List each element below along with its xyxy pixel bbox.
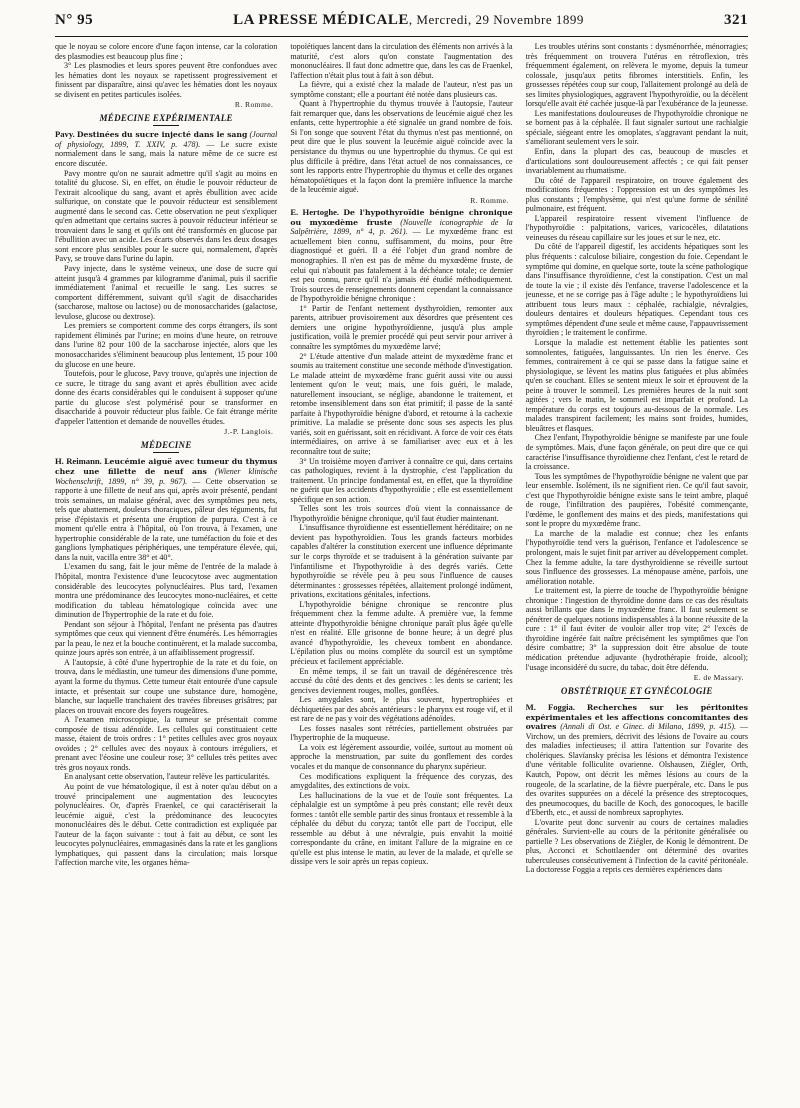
article-title: Recherches sur les péritonites expérimentales et les affections concomitantes des ovaires — [525, 703, 748, 732]
author-signature: R. Romme. — [234, 100, 274, 110]
article-lead — [526, 703, 748, 818]
columns — [55, 42, 748, 1097]
article-body-start: — Le myxœdème franc est actuellement bien connu, suffisamment, du moins, pour être diagnostiqué et guéri. Il a été l'objet d'un grand nombre de monographies. Il n'en est pas de même du myxœdème fruste, de celui qui n'aboutit pas fatalement à la déchéance totale; ce dernier est peu connu, parce qu'il n'a jamais été étudié méthodiquement. Trois sources de renseignements donnent cependant la connaissance de l'hypothyroïdie bénigne chronique : — [290, 227, 513, 304]
paragraph: Pendant son séjour à l'hôpital, l'enfant ne présenta pas d'autres symptômes que ceux qui viennent d'être énumérés. Les hémorragies par la peau, le nez et la bouche continuèrent, et la malade succomba, quinze jours après son entrée, à un affaiblissement progressif. — [55, 619, 278, 658]
paragraph: Les hallucinations de la vue et de l'ouïe sont fréquentes. La céphalalgie est un symptôme à peu près constant; elle revêt deux formes : tantôt elle semble partir des sinus frontaux et ressemble à la céphalée du début du coryza; tantôt elle part de l'occiput, elle ressemble au début à une névralgie, puis envahit la moitié correspondante du crâne, en imitant l'allure de la migraine en ce qu'elle est plus intense le matin, au lever de la malade, et qu'elle se dissipe vers le soir après un repas copieux. — [290, 790, 513, 867]
paragraph: Pavy injecte, dans le système veineux, une dose de sucre qui atteint jusqu'à 4 grammes par kilogramme d'animal, puis il sacrifie immédiatement l'animal et recueille le sang. Les sucres se comportent différemment, suivant qu'il s'agit de disaccharides (saccharose, maltose ou lactose) ou de monosaccharides (galactose, levulose, glucose ou dextrose). — [55, 264, 278, 321]
section-heading: MÉDECINE — [55, 441, 277, 454]
paragraph: Pavy montre qu'on ne saurait admettre qu'il s'agit au moins en totalité du glucose. Si, en effet, on étudie le pouvoir réducteur de l'extrait alcoolique du sang, avant et après ébullition avec acide sulfurique, on constate que le pouvoir réducteur est sensiblement augmenté dans le second cas. Cette observation ne peut s'expliquer qu'en admettant que certains sucres à pouvoir réducteur inférieur se trouvaient dans le sang et qu'ils ont été transformés en glucose par l'ébullition avec un acide. Les écarts observés dans les deux dosages sont encore plus sensibles pour le sucre qui, normalement, d'après Pavy, se trouve dans l'urine du lapin. — [55, 168, 278, 264]
masthead — [55, 12, 748, 29]
paragraph: La fièvre, qui a existé chez la malade de l'auteur, n'est pas un symptôme constant; elle a pourtant été notée dans plusieurs cas. — [290, 80, 513, 99]
paragraph: L'hypothyroïdie bénigne chronique se rencontre plus fréquemment chez la femme adulte. A première vue, la femme atteinte d'hypothyroïdie bénigne chronique paraît plus âgée qu'elle n'est en réalité. Elle grisonne de bonne heure; à un degré plus avancé d'hypothyroïdie, les cheveux tombent en abondance. L'épilation plus ou moins complète du sourcil est un symptôme précieux et facilement appréciable. — [290, 599, 513, 666]
paragraph: Ces modifications expliquent la fréquence des coryzas, des amygdalites, des extinctions de voix. — [290, 771, 513, 791]
journal-title: LA PRESSE MÉDICALE — [233, 12, 409, 28]
paragraph: Quant à l'hypertrophie du thymus trouvée à l'autopsie, l'auteur fait remarquer que, dans les observations de leucémie aiguë chez les enfants, cette hypertrophie a été signalée un grand nombre de fois. Si l'on songe que souvent l'état du thymus n'est pas mentionné, on peut dire que le plus souvent la leucémie aiguë coïncide avec la persistance du thymus ou une hypertrophie du thymus. Ce qui est plus difficile à prédire, dans l'état actuel de nos connaissances, ce sont les rapports entre l'hypertrophie du thymus et celle des organes hématopoïétiques et la façon dont la première influence la marche de la leucémie aiguë. — [290, 99, 513, 195]
paragraph: L'ovarite peut donc survenir au cours de certaines maladies générales. Survient-elle au cours de la péritonite généralisée ou partielle ? Les observations de Ziégler, de Konig le démontrent. De plus, Acconci et Schottlaender ont déterminé des ovarites tuberculeuses consécutivement à l'infection de la cavité péritonéale. La doctoresse Foggia a repris ces dernières expériences dans — [525, 817, 748, 875]
article-reference: (Annali di Ost. e Ginec. di Milano, 1899, p. 415). — [560, 722, 737, 732]
issue-date: , Mercredi, 29 Novembre 1899 — [408, 12, 584, 27]
article-author: H. Reimann. — [55, 456, 102, 467]
header-rule — [55, 36, 748, 37]
paragraph: Toutefois, pour le glucose, Pavy trouve, qu'après une injection de ce sucre, le titrage du sang avant et après ébullition avec acide donne des écarts considérables qui le conduisent à supposer qu'une partie du glucose s'est polymérisé pour se transformer en disaccharide à pouvoir réducteur plus faible. Ce fait étrange mérite d'appeler l'attention et demande de nouvelles études. — [55, 369, 278, 426]
paragraph: Lorsque la maladie est nettement établie les patientes sont somnolentes, fatiguées, languissantes. Un rien les énerve. Ces femmes, contrairement à ce qui se passe dans la fatigue saine et physiologique, se lèvent les matins plus fatiguées et plus abîmées qu'en se couchant. Elles se sentent mieux le soir et éprouvent de la peine à trouver le sommeil. Les premières heures de la nuit sont agitées ; vers le matin, le sommeil est imparfait et profond. La température du corps est toujours au-dessous de la normale. Les malades transpirent facilement; les mains sont froides, humides, bleuâtres et flasques. — [525, 337, 748, 433]
author-signature: J.-P. Langlois. — [224, 427, 274, 437]
paragraph: Les premiers se comportent comme des corps étrangers, ils sont rapidement éliminés par l'urine; en moins d'une heure, on retrouve dans l'urine 82 pour 100 de la saccharose injectée, alors que les monosaccharides s'éliminent beaucoup plus lentement, 15 pour 100 du glucose en une heure. — [55, 321, 278, 369]
article-title: Destinées du sucre injecté dans le sang — [76, 130, 248, 140]
paragraph: En même temps, il se fait un travail de dégénérescence très accusé du côté des dents et des gencives : les dents se carient; les gencives deviennent rouges, molles, gonflées. — [290, 666, 513, 695]
paragraph: L'examen du sang, fait le jour même de l'entrée de la malade à l'hôpital, montra l'existence d'une leucocytose avec augmentation considérable des leucocytes polynucléaires. Plus tard, l'examen montra une prédominance des leucocytes mono-nucléaires, et cette modification du tableau hématologique coïncida avec une diminution de l'hypertrophie de la rate et du foie. — [55, 562, 278, 620]
paragraph: topoïétiques lancent dans la circulation des éléments non arrivés à la maturité, c'est alors qu'on constate l'augmentation des mononucléaires. Il faut donc admettre que, dans les cas de Fraenkel, l'affection n'était plus tout à fait à son début. — [290, 42, 513, 80]
journal-title-line — [233, 12, 584, 29]
paragraph: Tous les symptômes de l'hypothyroïdie bénigne ne valent que par leur ensemble. Isolément, ils ne signifient rien. Ce qu'il faut savoir, c'est que l'hypothyroïdie bénigne existe sans le teint ambre, plaqué de rouge, l'infiltration des paupières, l'obésité commençante, l'œdème, le gonflement des mains et des pieds, manifestations qui sont le propre du myxœdème franc. — [525, 471, 748, 529]
author-signature: R. Romme. — [470, 195, 509, 205]
article-lead — [55, 130, 277, 168]
paragraph: Du côté de l'appareil digestif, les accidents hépatiques sont les plus fréquents : calculose biliaire, congestion du foie. Cependant le symptôme qui domine, en quelque sorte, toute la scène pathologique dans l'insuffisance thyroïdienne, c'est la constipation. C'est un mal de toute la vie ; il existe dès l'enfance, traverse l'adolescence et la jeunesse, et ne se corrige pas à l'âge adulte ; le hypothyroïdiens lui attribuent tous leurs maux : céphalée, rachialgie, névralgies, douleurs dentaires et douleurs hépatiques. Cependant tous ces symptômes dépendent d'une seule et même cause, l'appauvrissement thyroïdien ; le traitement le confirme. — [525, 242, 748, 338]
article-author: M. Foggia. — [525, 702, 575, 713]
article-author: E. Hertoghe. — [290, 207, 340, 218]
page-number: 321 — [723, 12, 748, 28]
article-reference: (Wiener klinische Wochenschrift, 1899, n° 39, p. 967). — [55, 466, 278, 486]
article-reference: (Journal of physiology, 1899, T. XXIV, p. 478). — [55, 130, 278, 149]
paragraph: 3° Les plasmodies et leurs spores peuvent être confondues avec les hématies dont les noyaux se rapetissent progressivement et finissent par disparaître, ainsi qu'avec les hématies dont les noyaux se divisent en petites particules isolées. — [55, 61, 278, 99]
paragraph: 1° Partir de l'enfant nettement dysthyroïdien, remonter aux parents, attribuer provisoirement aux désordres que présentent ces derniers une origine hypothyroïdienne, jusqu'à plus ample justification, voilà le premier procédé qui peut servir pour arriver à connaître les symptômes du myxœdème larvé; — [290, 303, 513, 351]
column-left — [55, 42, 277, 1097]
paragraph: Enfin, dans la plupart des cas, beaucoup de muscles et d'articulations sont douloureusement affectés ; ce qui fait penser invariablement au rhumatisme. — [525, 147, 748, 176]
paragraph: Au point de vue hématologique, il est à noter qu'au début on a trouvé principalement une augmentation des leucocytes polynucléaires. Or, d'après Fraenkel, ce qui caractériserait la leucémie aiguë, c'est la prédominance des leucocytes mononucléaires dès le début. Cette contradiction est expliquée par l'auteur de la façon suivante : tout à fait au début, ce sont les leucocytes polynucléaires, emmagasinés dans la rate et les ganglions lymphatiques, qui passent dans la circulation; mais lorsque l'affection marche vite, les organes héma- — [55, 782, 278, 868]
page-issue-number: N° 95 — [55, 12, 94, 28]
paragraph: A l'autopsie, à côté d'une hypertrophie de la rate et du foie, on trouva, dans le médiastin, une tumeur des dimensions d'une pomme, ayant la forme du thymus. Cette tumeur était entourée d'une capsule intacte, et présentait sur coupe une substance dure, homogène, blanche, sur laquelle tranchaient des travées fibreuses grisâtres; par places on trouvait encore des foyers rougeâtres. — [55, 657, 278, 715]
article-author: Pavy. — [55, 129, 75, 140]
section-heading: MÉDECINE EXPÉRIMENTALE — [55, 114, 277, 127]
section-heading: OBSTÉTRIQUE ET GYNÉCOLOGIE — [526, 687, 748, 700]
paragraph: Les fosses nasales sont rétrécies, partiellement obstruées par l'hypertrophie de la muqueuse. — [290, 723, 513, 743]
paragraph: 2° L'étude attentive d'un malade atteint de myxœdème franc et soumis au traitement constitue une seconde méthode d'investigation. Le malade atteint de myxœdème franc guérit aussi vite ou aussi lentement qu'on le veut; mais, une fois guéri, le malade, naturellement insouciant, se néglige, abandonne le traitement, et retombe insensiblement dans son état primitif; il passe de la santé parfaite à l'hypothyroïdie bénigne d'abord, et retourne à la cachexie primitive. La maladie se présente donc sous ses aspects les plus variés, soit en guérissant, soit en récidivant. A force de voir ces états intermédiaires, on arrive à se familiariser avec eux et à les reconnaître tout de suite; — [290, 351, 513, 456]
paragraph: Les troubles utérins sont constants : dysménorrhée, ménorragies; très fréquemment on trouvera l'utérus en rétroflexion, très fréquemment également, on relèvera le myome, depuis la tumeur colossale, jusqu'aux petits fibromes interstitiels. Enfin, les grossesses répétées coup sur coup, l'allaitement prolongé au delà de ses limites physiologiques, aggravent l'hypothyroïdie, ou la décèlent lorsqu'elle avait été cachée jusque-là par l'exubérance de la jeunesse. — [525, 42, 748, 109]
paragraph: Du côté de l'appareil respiratoire, on trouve également des modifications fréquentes : l'oppression est un des symptômes les plus constants ; l'emphysème, qui n'est qu'une forme de sénilité pulmonaire, est fréquent. — [525, 175, 748, 214]
article-body-start: — Le sucre existe normalement dans le sang, mais la nature même de ce sucre est encore discutée. — [55, 139, 278, 169]
paragraph: 3° Un troisième moyen d'arriver à connaître ce qui, dans certains cas pathologiques, revient à la dystrophie, c'est l'application du traitement. Un principe fondamental est, en effet, que la thyroïdine ne guérit que les accidents d'hypothyroïdie ; elle est essentiellement spécifique en son action. — [290, 456, 513, 504]
article-reference: (Nouvelle iconographie de la Salpêtrière, 1899, n° 4, p. 261). — [290, 217, 513, 237]
paragraph: que le noyau se colore encore d'une façon intense, car la coloration des plasmodies est beaucoup plus fine ; — [55, 42, 278, 61]
paragraph: Les manifestations douloureuses de l'hypothyroïdie chronique ne se bornent pas à la céphalée. Il faut signaler surtout une rachialgie spéciale, siégeant entre les omoplates, s'aggravant pendant la nuit, s'améliorant seulement vers le soir. — [525, 108, 748, 147]
article-title: Leucémie aiguë avec tumeur du thymus chez une fillette de neuf ans — [55, 457, 278, 476]
article-lead — [290, 208, 512, 303]
article-title: De l'hypothyroïdie bénigne chronique ou myxœdème fruste — [290, 208, 513, 227]
paragraph: A l'examen microscopique, la tumeur se présentait comme composée de tissu adénoïde. Les cellules qui constituaient cette masse, étaient de trois ordres : 1° petites cellules avec gros noyaux ovoïdes ; 2° cellules avec des noyaux à contours irréguliers, et prenant avec l'éosine une couleur rose; 3° cellules très petites avec très gros noyaux ronds. — [55, 715, 278, 772]
paragraph: La voix est légèrement assourdie, voilée, surtout au moment où approche la menstruation, par suite du gonflement des cordes vocales et du manque de consonnance du pharynx supérieur. — [290, 742, 513, 772]
column-middle — [290, 42, 512, 1097]
paragraph: En analysant cette observation, l'auteur relève les particularités. — [64, 772, 270, 782]
paragraph: Les amygdales sont, le plus souvent, hypertrophiées et déchiquetées par des abcès antérieurs : le pharynx est rouge vif, et il est rare de ne pas y voir des végétations adénoïdes. — [290, 695, 513, 724]
author-signature: E. de Massary. — [693, 673, 744, 683]
paragraph: Chez l'enfant, l'hypothyroïdie bénigne se manifeste par une foule de symptômes. Mais, d'une façon générale, on peut dire que ce qui caractérise l'insuffisance thyroïdienne chez l'enfant, c'est le retard de la croissance. — [525, 433, 748, 472]
column-right — [526, 42, 748, 1097]
paragraph: L'appareil respiratoire ressent vivement l'influence de l'hypothyroïdie : palpitations, varices, varicocèles, dilatations veineuses du réseau capillaire sur les joues et sur le nez, etc. — [525, 213, 748, 242]
article-body-start: — Virchow, un des premiers, décrivit des lésions de l'ovaire au cours des maladies infectieuses; il attira l'attention sur l'ovarite des cholériques. Slavïansky précisa les lésions et démontra l'existence d'une véritable folliculite ovarienne. Olshausen, Ziégler, Orth, Kautch, Popow, ont décrit les mêmes lésions au cours de la rougeole, de la scarlatine, de la fièvre puerpérale, etc. Dans le pus des ovarites suppurées on a décelé la présence des streptocoques, des pneumocoques, du bacille de Koch, des gonocoques, le bacille d'Eberth, etc., et aussi de nombreux saprophytes. — [525, 722, 748, 818]
article-lead — [55, 457, 277, 562]
paragraph: Le traitement est, la pierre de touche de l'hypothyroïdie bénigne chronique : l'ingestion de thyroïdine donne dans ce cas des résultats aussi brillants que dans le myxœdème franc. Il faut seulement se pénétrer de quelques notions indispensables à la bonne réussite de la cure : 1° il faut éviter de vouloir aller trop vite; 2° l'excès de thyroïdine ingérée fait naître précisément les symptômes que l'on désire combattre; 3° la suppression doit être absolue de toute médication prétendue adjuvante (hydrothérapie froide, alcool); l'usage inconsidéré du sucre, du tabac, doit être défendu. — [525, 586, 748, 672]
article-body-start: — Cette observation se rapporte à une fillette de neuf ans qui, après avoir présenté, pendant trois semaines, un malaise général, avec des symptômes peu nets, tels que abattement, douleurs thoraciques, pâleur des téguments, fut prise d'épistaxis et présenta une éruption de purpura. C'est à ce moment qu'elle entra à l'hôpital, où l'on trouva, à l'examen, une hypertrophie considérable de la rate, une tuméfaction du foie et des ganglions lymphatiques périphériques, une température élevée, qui, dans la nuit, vacilla entre 38° et 40°. — [55, 476, 278, 562]
paragraph: Telles sont les trois sources d'où vient la connaissance de l'hypothyroïdie bénigne chronique, qu'il faut étudier maintenant. — [290, 504, 513, 523]
paragraph: La marche de la maladie est connue; chez les enfants l'hypothyroïdie tend vers la guérison, l'enfance et l'adolescence se prolongent, mais le sujet finit par arriver au développement complet. Chez la femme adulte, la tare dysthyroïdienne se réveille surtout sous l'influence des grossesses. La ménopause amène, parfois, une amélioration notable. — [525, 528, 748, 586]
paragraph: L'insuffisance thyroïdienne est essentiellement héréditaire; on ne devient pas hypothyroïdien. Tous les grands facteurs morbides capables d'altérer la constitution exercent une influence déprimante sur le corps thyroïde et se traduisent à la génération suivante par l'infantilisme et l'hypothyroïdie à des degrés variés. Cette hypothyroïdie se révèle peu à peu sous l'influence de causes déterminantes : grossesses répétées, allaitement prolongé indûment, privations, excitations génitales, infections. — [290, 523, 513, 600]
